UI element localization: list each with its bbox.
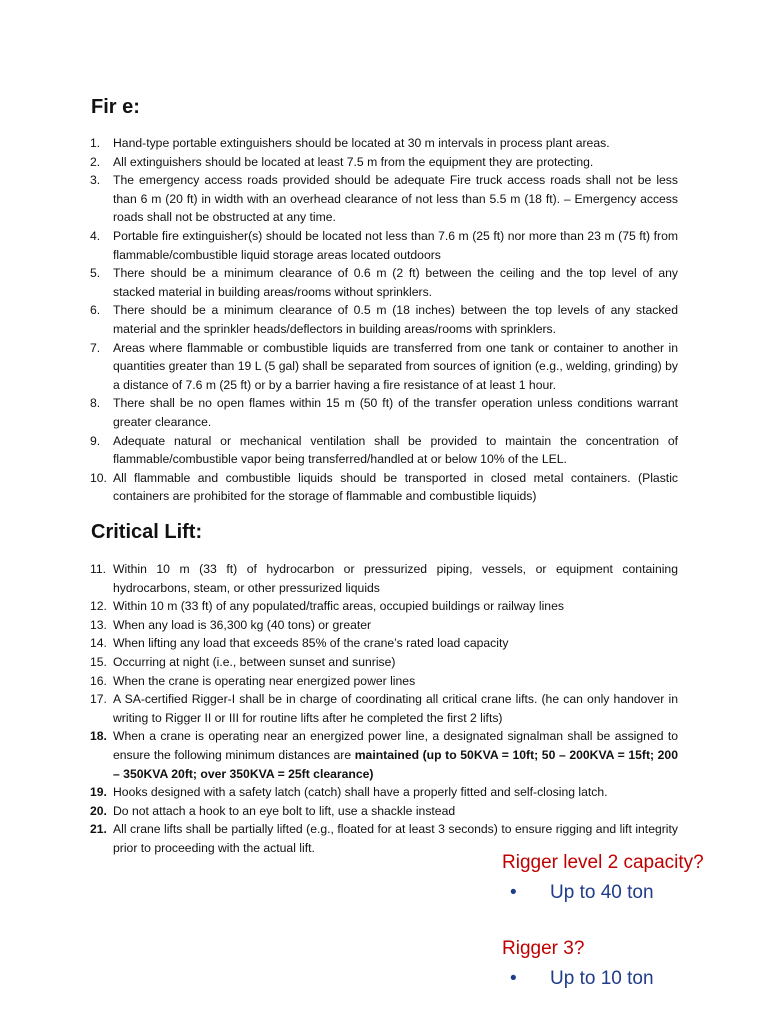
fire-heading: Fir e: [91,96,140,118]
list-item-text-regular: When a crane is operating near an energized power line, a designated signalman shall be assigned to ensure the following minimum distances are [113,729,678,762]
list-item-text-regular: Occurring at night (i.e., between sunset and sunrise) [113,654,396,669]
list-item-number: 19. [90,785,107,800]
critical-lift-list [90,560,678,858]
fire-list [90,134,678,506]
list-item-text [113,690,678,727]
list-item-text-regular: Do not attach a hook to an eye bolt to lift, use a shackle instead [113,803,456,818]
list-item [90,432,678,469]
bullet-icon: • [510,882,517,903]
list-item-number: 4. [90,228,101,243]
list-item [90,690,678,727]
list-item-text [113,227,678,264]
list-item-number: 10. [90,470,107,485]
list-item [90,672,678,691]
list-item-number: 11. [90,562,107,576]
list-item [90,597,678,616]
list-item-number: 8. [90,396,101,411]
list-item-text-regular: When lifting any load that exceeds 85% of the crane’s rated load capacity [113,636,509,651]
list-item-text-regular: There should be a minimum clearance of 0.5 m (18 inches) between the top levels of any stacked material and the sprinkler heads/deflectors in building areas/rooms with sprinklers. [113,303,678,336]
list-item-text [113,339,678,395]
list-item [90,134,678,153]
list-item [90,616,678,635]
list-item [90,783,678,802]
list-item-text [113,802,678,821]
list-item-number: 5. [90,266,101,281]
list-item-number: 21. [90,822,107,837]
list-item-number: 6. [90,303,101,318]
list-item [90,394,678,431]
list-item-text-regular: The emergency access roads provided should be adequate Fire truck access roads shall not be less than 6 m (20 ft) in width with an overhead clearance of not less than 5.5 m (18 ft). – Emergency access roads shall not be obstructed at any time. [113,173,678,225]
list-item-text-regular: Areas where flammable or combustible liquids are transferred from one tank or container to another in quantities greater than 19 L (5 gal) shall be separated from sources of ignition (e.g., welding, grinding) by a distance of 7.6 m (25 ft) or by a barrier having a fire resistance of at least 1 hour. [113,340,678,392]
list-item-number: 16. [90,673,107,688]
list-item [90,634,678,653]
list-item-text [113,301,678,338]
list-item-text-regular: There shall be no open flames within 15 m (50 ft) of the transfer operation unless conditions warrant greater clearance. [113,396,678,429]
list-item-text-regular: When the crane is operating near energized power lines [113,673,416,688]
list-item-text [113,153,678,172]
list-item-number: 7. [90,340,101,355]
list-item-text [113,634,678,653]
list-item [90,469,678,506]
list-item [90,227,678,264]
list-item-text-regular: All extinguishers should be located at least 7.5 m from the equipment they are protecting. [113,154,594,169]
list-item-text [113,653,678,672]
list-item [90,653,678,672]
list-item-text-regular: Portable fire extinguisher(s) should be located not less than 7.6 m (25 ft) nor more than 23 m (75 ft) from flammable/combustible liquid storage areas located outdoors [113,228,678,262]
list-item-text [113,134,678,153]
list-item-text [113,264,678,301]
list-item-text [113,597,678,616]
list-item-text-regular: Within 10 m (33 ft) of any populated/traffic areas, occupied buildings or railway lines [113,599,564,614]
list-item-text [113,560,678,597]
note-answer-text: Up to 40 ton [550,882,654,903]
list-item-number: 17. [90,692,107,707]
note-question: Rigger 3? [502,938,585,959]
list-item-number: 14. [90,636,107,651]
list-item-number: 20. [90,803,107,818]
critical-lift-heading: Critical Lift: [91,521,203,543]
list-item [90,802,678,821]
list-item-text [113,783,678,802]
note-answer-text: Up to 10 ton [550,968,654,989]
note-answer [502,968,654,990]
list-item-number: 18. [90,729,107,744]
list-item [90,727,678,783]
list-item [90,171,678,227]
list-item-text-regular: All crane lifts shall be partially lifted (e.g., floated for at least 3 seconds) to ensure rigging and lift integrity prior to proceeding with the actual lift. [113,822,678,855]
list-item-text [113,672,678,691]
handwritten-note-rigger-3 [502,938,654,990]
list-item-number: 13. [90,617,107,632]
list-item [90,264,678,301]
list-item-text-bold: maintained (up to 50KVA = 10ft; 50 – 200KVA = 15ft; 200 – 350KVA 20ft; over 350KVA = 25ft clearance) [113,747,678,781]
list-item-number: 3. [90,173,101,188]
note-answer [502,882,704,904]
list-item-text [113,394,678,431]
list-item-text [113,727,678,783]
list-item-text-regular: Within 10 m (33 ft) of hydrocarbon or pressurized piping, vessels, or equipment containing hydrocarbons, steam, or other pressurized liquids [113,562,678,595]
list-item-text [113,171,678,227]
list-item-text-regular: Hooks designed with a safety latch (catch) shall have a properly fitted and self-closing latch. [113,785,608,800]
list-item-text-regular: Hand-type portable extinguishers should be located at 30 m intervals in process plant areas. [113,136,610,150]
list-item-number: 9. [90,433,101,448]
list-item-text-regular: There should be a minimum clearance of 0.6 m (2 ft) between the ceiling and the top level of any stacked material in building areas/rooms without sprinklers. [113,266,678,299]
list-item [90,153,678,172]
list-item-text-regular: Adequate natural or mechanical ventilation shall be provided to maintain the concentration of flammable/combustible vapor being transferred/handled at or below 10% of the LEL. [113,433,678,467]
list-item-text [113,469,678,506]
list-item-text-regular: When any load is 36,300 kg (40 tons) or greater [113,617,372,632]
list-item [90,301,678,338]
note-question: Rigger level 2 capacity? [502,852,704,873]
list-item-text [113,432,678,469]
list-item [90,339,678,395]
list-item-number: 12. [90,599,107,614]
list-item-number: 15. [90,654,107,669]
handwritten-note-rigger-2 [502,852,704,904]
list-item-text-regular: All flammable and combustible liquids should be transported in closed metal containers. (Plastic containers are prohibited for the storage of flammable and combustible liquids) [113,470,678,504]
list-item-text-regular: A SA-certified Rigger-I shall be in charge of coordinating all critical crane lifts. (he can only handover in writing to Rigger II or III for routine lifts after he completed the first 2 lifts) [113,692,678,725]
list-item [90,560,678,597]
bullet-icon: • [510,968,517,989]
list-item-number: 2. [90,154,101,169]
list-item-number: 1. [90,136,101,150]
list-item-text [113,616,678,635]
